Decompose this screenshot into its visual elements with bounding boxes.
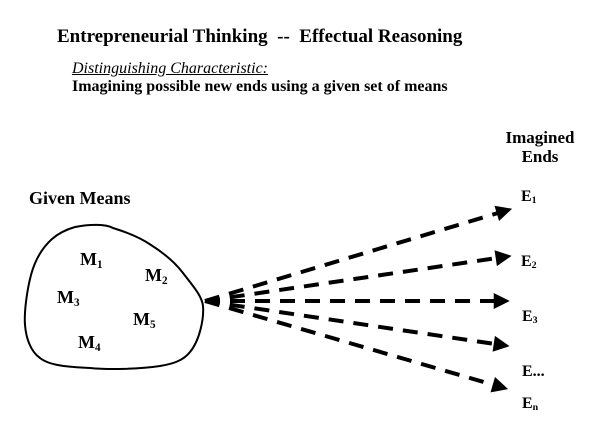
imagined-ends-line1: Imagined	[505, 128, 575, 147]
e-more-suffix: ...	[532, 363, 545, 380]
distinguishing-characteristic-text: Imagining possible new ends using a given set of means	[72, 78, 448, 95]
e1-subscript: 1	[531, 195, 537, 207]
e3-base: E	[522, 308, 533, 325]
given-means-label: Given Means	[29, 188, 131, 208]
m4-subscript: 4	[95, 341, 101, 354]
arrow-to-e1	[205, 213, 498, 301]
arrow-to-e2	[205, 258, 497, 301]
m2-subscript: 2	[162, 274, 168, 287]
e3-subscript: 3	[532, 315, 538, 327]
e2-base: E	[521, 253, 532, 270]
m1-base: M	[80, 249, 97, 269]
means-item-m5	[133, 309, 156, 331]
m2-base: M	[145, 265, 162, 285]
imagined-ends-line2: Ends	[521, 147, 559, 166]
ends-item-en	[522, 396, 538, 412]
page-title: Entrepreneurial Thinking -- Effectual Reasoning	[57, 26, 463, 47]
ends-item-e2	[521, 254, 537, 270]
m5-base: M	[133, 309, 150, 329]
ends-item-e1	[521, 189, 537, 205]
m5-subscript: 5	[150, 318, 156, 331]
arrow-to-en	[205, 301, 494, 385]
arrow-to-e-more	[205, 301, 495, 344]
m1-subscript: 1	[97, 258, 103, 271]
m3-base: M	[57, 287, 74, 307]
means-blob-outline	[25, 225, 203, 369]
e1-base: E	[521, 188, 532, 205]
means-item-m3	[57, 287, 80, 309]
imagined-ends-label	[495, 128, 585, 166]
en-subscript: n	[532, 402, 539, 414]
distinguishing-characteristic-heading: Distinguishing Characteristic:	[72, 60, 268, 77]
en-base: E	[522, 395, 533, 412]
means-item-m2	[145, 265, 168, 287]
m3-subscript: 3	[74, 296, 80, 309]
e-more-base: E	[522, 363, 533, 380]
ends-item-e-more	[522, 364, 545, 380]
means-item-m1	[80, 249, 103, 271]
e2-subscript: 2	[531, 260, 537, 272]
ends-item-e3	[522, 309, 538, 325]
means-item-m4	[78, 332, 101, 354]
m4-base: M	[78, 332, 95, 352]
